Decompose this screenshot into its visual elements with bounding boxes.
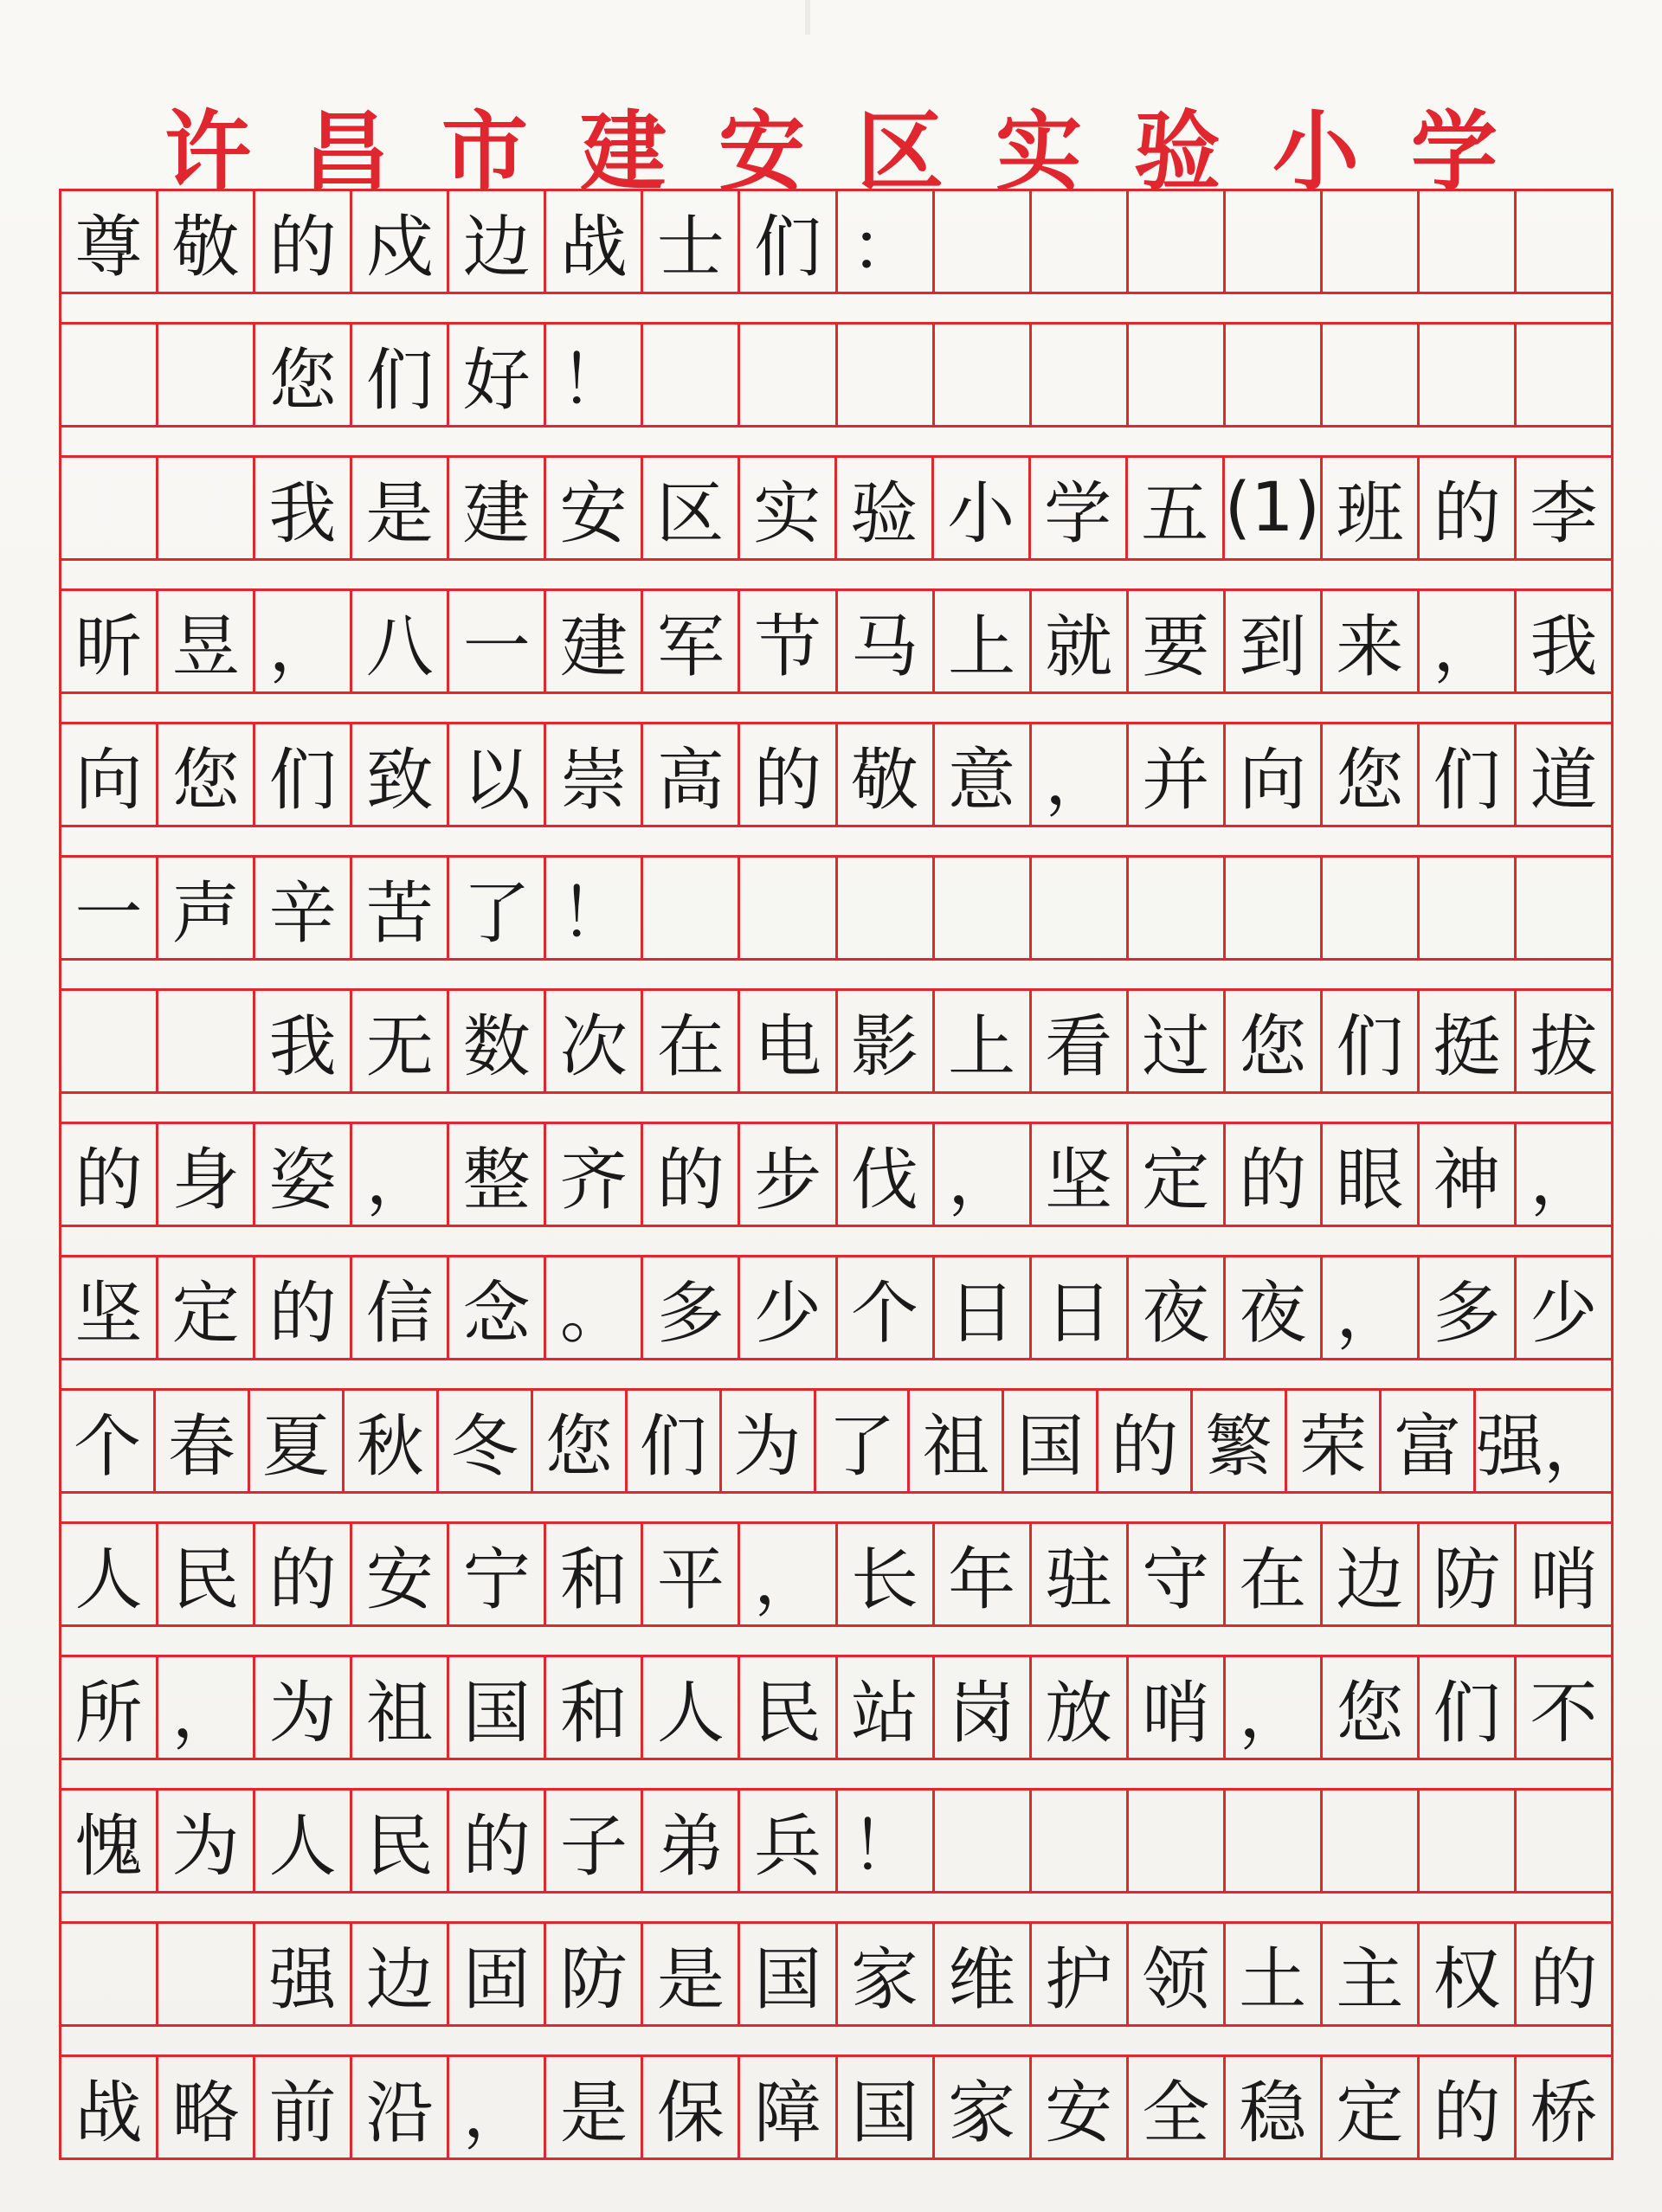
grid-cell: ， — [1530, 1141, 1598, 1219]
grid-cell: 的 — [1420, 2057, 1517, 2157]
row-gap — [61, 1494, 1611, 1524]
grid-cell: 的 — [643, 1124, 740, 1225]
grid-cell: ， — [935, 1124, 1032, 1225]
grid-cell: 马 — [838, 591, 935, 691]
grid-cell: 的 — [1098, 1391, 1193, 1491]
grid-cell: ： — [838, 191, 935, 292]
grid-cell: 兵 — [740, 1791, 837, 1891]
grid-cell: 了 — [816, 1391, 911, 1491]
grid-cell: 桥 — [1530, 2074, 1598, 2152]
grid-row — [61, 1391, 1611, 1494]
grid-cell: 坚 — [1032, 1124, 1129, 1225]
grid-cell: ， — [255, 591, 352, 691]
grid-cell — [61, 991, 158, 1091]
grid-cell — [643, 858, 740, 958]
grid-cell — [740, 325, 837, 425]
grid-cell: ， — [740, 1524, 837, 1624]
grid-cell: 领 — [1129, 1924, 1226, 2024]
grid-cell: 节 — [740, 591, 837, 691]
grid-cell: 在 — [643, 991, 740, 1091]
grid-cell: 沿 — [352, 2057, 449, 2157]
grid-cell: 富 — [1382, 1391, 1476, 1491]
school-name-char: 验 — [1134, 100, 1221, 203]
grid-cell: 们 — [740, 191, 837, 292]
grid-cell: 次 — [546, 991, 643, 1091]
grid-cell — [1032, 325, 1129, 425]
grid-cell: 人 — [255, 1791, 352, 1891]
grid-cell: ， — [1323, 1257, 1420, 1358]
grid-cell: 个 — [61, 1391, 156, 1491]
grid-cell: 障 — [740, 2057, 837, 2157]
grid-cell: 您 — [533, 1391, 628, 1491]
grid-cell: 年 — [935, 1524, 1032, 1624]
grid-cell: 们 — [1420, 1657, 1517, 1758]
grid-cell: 一 — [61, 858, 158, 958]
grid-cell: 长 — [838, 1524, 935, 1624]
grid-cell: 李 — [1530, 475, 1598, 553]
grid-cell: 您 — [1226, 991, 1323, 1091]
grid-cell: 小 — [934, 458, 1031, 558]
row-gap — [61, 294, 1611, 325]
grid-row — [61, 325, 1611, 428]
grid-cell — [1323, 1791, 1420, 1891]
grid-cell: 是 — [643, 1924, 740, 2024]
grid-cell: 步 — [740, 1124, 837, 1225]
grid-cell: 姿 — [255, 1124, 352, 1225]
grid-cell — [1129, 325, 1226, 425]
grid-cell: 稳 — [1226, 2057, 1323, 2157]
grid-cell: 八 — [352, 591, 449, 691]
grid-cell: 日 — [935, 1257, 1032, 1358]
grid-cell — [61, 325, 158, 425]
grid-cell: 荣 — [1287, 1391, 1382, 1491]
grid-cell: 定 — [1129, 1124, 1226, 1225]
grid-cell: 道 — [1530, 742, 1598, 820]
grid-cell: 您 — [1323, 724, 1420, 825]
school-name-char: 小 — [1272, 100, 1359, 203]
grid-cell: 军 — [643, 591, 740, 691]
grid-cell: 尊 — [61, 191, 158, 292]
grid-cell: 家 — [935, 2057, 1032, 2157]
grid-cell: 护 — [1032, 1924, 1129, 2024]
grid-cell: 来 — [1323, 591, 1420, 691]
grid-cell: 们 — [1420, 724, 1517, 825]
grid-cell: 国 — [740, 1924, 837, 2024]
grid-cell: 实 — [740, 458, 837, 558]
grid-cell: 学 — [1031, 458, 1128, 558]
grid-cell — [1420, 325, 1517, 425]
school-name-char: 市 — [441, 100, 528, 203]
grid-cell — [1420, 191, 1517, 292]
grid-cell: ， — [1226, 1657, 1323, 1758]
grid-cell — [1323, 325, 1420, 425]
grid-cell: 家 — [838, 1924, 935, 2024]
grid-cell: (1) — [1225, 458, 1324, 558]
school-name-char: 建 — [580, 100, 667, 203]
grid-cell: 就 — [1032, 591, 1129, 691]
grid-cell: 略 — [158, 2057, 255, 2157]
grid-cell: 站 — [838, 1657, 935, 1758]
grid-cell: 放 — [1032, 1657, 1129, 1758]
grid-cell: 个 — [838, 1257, 935, 1358]
grid-cell: 守 — [1129, 1524, 1226, 1624]
school-name-char: 学 — [1411, 100, 1498, 203]
grid-cell — [1517, 1791, 1611, 1891]
grid-cell: 的 — [1420, 458, 1517, 558]
grid-cell: 班 — [1323, 458, 1420, 558]
grid-cell: 的 — [255, 1524, 352, 1624]
grid-cell: 的 — [255, 191, 352, 292]
grid-cell: 您 — [1323, 1657, 1420, 1758]
grid-row — [61, 1524, 1611, 1627]
grid-cell: 哨 — [1129, 1657, 1226, 1758]
grid-cell: ， — [1032, 724, 1129, 825]
grid-cell — [935, 1791, 1032, 1891]
grid-row — [61, 858, 1611, 961]
grid-cell: 岗 — [935, 1657, 1032, 1758]
grid-cell: 苦 — [352, 858, 449, 958]
grid-cell: 齐 — [546, 1124, 643, 1225]
grid-cell: 宁 — [449, 1524, 546, 1624]
grid-cell: 的 — [449, 1791, 546, 1891]
grid-cell: 强 — [255, 1924, 352, 2024]
grid-cell: 安 — [352, 1524, 449, 1624]
grid-cell: 们 — [352, 325, 449, 425]
grid-cell — [1517, 191, 1611, 292]
grid-cell: 我 — [255, 458, 352, 558]
grid-cell — [1323, 858, 1420, 958]
grid-cell: 不 — [1530, 1675, 1598, 1752]
grid-cell: 为 — [255, 1657, 352, 1758]
grid-cell — [158, 458, 255, 558]
grid-cell: 固 — [449, 1924, 546, 2024]
grid-cell: 身 — [158, 1124, 255, 1225]
grid-cell: 哨 — [1530, 1541, 1598, 1619]
grid-cell — [1226, 325, 1323, 425]
grid-cell: 您 — [255, 325, 352, 425]
grid-cell: 平 — [643, 1524, 740, 1624]
grid-cell: ！ — [546, 325, 643, 425]
grid-cell: 向 — [1226, 724, 1323, 825]
grid-cell: 。 — [546, 1257, 643, 1358]
grid-cell: 为 — [158, 1791, 255, 1891]
grid-cell — [1226, 191, 1323, 292]
grid-cell: 秋 — [345, 1391, 439, 1491]
grid-cell: 是 — [546, 2057, 643, 2157]
grid-cell: 崇 — [546, 724, 643, 825]
grid-cell — [1032, 1791, 1129, 1891]
grid-cell: 多 — [1420, 1257, 1517, 1358]
grid-cell: 夜 — [1226, 1257, 1323, 1358]
grid-cell: ， — [352, 1124, 449, 1225]
grid-cell: 们 — [255, 724, 352, 825]
grid-cell: 神 — [1420, 1124, 1517, 1225]
school-name-char: 昌 — [303, 100, 390, 203]
grid-row — [61, 2057, 1611, 2160]
grid-cell: 少 — [1530, 1275, 1598, 1353]
grid-cell: 全 — [1129, 2057, 1226, 2157]
grid-row — [61, 1257, 1611, 1360]
row-gap — [61, 428, 1611, 458]
grid-cell — [935, 191, 1032, 292]
grid-cell: 向 — [61, 724, 158, 825]
grid-cell: 过 — [1129, 991, 1226, 1091]
grid-cell: 辛 — [255, 858, 352, 958]
grid-cell: 您 — [158, 724, 255, 825]
grid-cell: 建 — [449, 458, 546, 558]
grid-cell: 防 — [1420, 1524, 1517, 1624]
grid-cell: 保 — [643, 2057, 740, 2157]
grid-cell: 防 — [546, 1924, 643, 2024]
grid-cell: 信 — [352, 1257, 449, 1358]
school-name-char: 许 — [164, 100, 251, 203]
grid-cell: 挺 — [1420, 991, 1517, 1091]
grid-cell: 了 — [449, 858, 546, 958]
grid-cell — [1323, 191, 1420, 292]
grid-cell: 定 — [1323, 2057, 1420, 2157]
grid-cell: 是 — [352, 458, 449, 558]
grid-cell: 区 — [643, 458, 740, 558]
grid-cell: 电 — [740, 991, 837, 1091]
school-name-char: 区 — [857, 100, 944, 203]
grid-cell: 无 — [352, 991, 449, 1091]
grid-cell: 国 — [1004, 1391, 1098, 1491]
grid-cell: 拔 — [1530, 1008, 1598, 1086]
row-gap — [61, 561, 1611, 591]
grid-cell — [158, 325, 255, 425]
grid-cell — [1129, 858, 1226, 958]
grid-cell: 们 — [628, 1391, 722, 1491]
grid-cell: ， — [449, 2057, 546, 2157]
grid-cell: 少 — [740, 1257, 837, 1358]
grid-cell: ！ — [838, 1791, 935, 1891]
grid-cell — [1032, 858, 1129, 958]
grid-cell: 祖 — [352, 1657, 449, 1758]
grid-cell: ！ — [546, 858, 643, 958]
grid-cell: 战 — [546, 191, 643, 292]
grid-cell: 高 — [643, 724, 740, 825]
grid-cell: 夜 — [1129, 1257, 1226, 1358]
grid-cell: 上 — [935, 591, 1032, 691]
grid-cell: 建 — [546, 591, 643, 691]
row-gap — [61, 1360, 1611, 1391]
grid-cell: 战 — [61, 2057, 158, 2157]
grid-cell: 验 — [837, 458, 934, 558]
grid-cell: 士 — [643, 191, 740, 292]
grid-cell: 子 — [546, 1791, 643, 1891]
grid-cell: 民 — [158, 1524, 255, 1624]
grid-cell: 边 — [352, 1924, 449, 2024]
grid-cell: 冬 — [439, 1391, 533, 1491]
grid-cell: 眼 — [1323, 1124, 1420, 1225]
grid-cell — [61, 458, 158, 558]
grid-cell: ， — [1420, 591, 1517, 691]
grid-row — [61, 991, 1611, 1094]
grid-cell: 繁 — [1193, 1391, 1287, 1491]
grid-cell: 所 — [61, 1657, 158, 1758]
grid-cell — [158, 1924, 255, 2024]
grid-row — [61, 458, 1611, 561]
grid-cell: 多 — [643, 1257, 740, 1358]
row-gap — [61, 1760, 1611, 1791]
grid-cell: 强， — [1476, 1408, 1612, 1486]
grid-cell — [1129, 1791, 1226, 1891]
grid-cell — [838, 858, 935, 958]
grid-cell — [1517, 858, 1611, 958]
grid-cell: 我 — [1530, 608, 1598, 686]
grid-cell — [1517, 325, 1611, 425]
grid-cell: 念 — [449, 1257, 546, 1358]
grid-cell: 数 — [449, 991, 546, 1091]
grid-cell: 日 — [1032, 1257, 1129, 1358]
row-gap — [61, 827, 1611, 858]
grid-cell: 维 — [935, 1924, 1032, 2024]
grid-cell: 的 — [740, 724, 837, 825]
grid-cell: 坚 — [61, 1257, 158, 1358]
row-gap — [61, 2027, 1611, 2057]
grid-cell — [838, 325, 935, 425]
grid-cell — [1420, 1791, 1517, 1891]
grid-cell — [1226, 858, 1323, 958]
grid-cell: 昕 — [61, 591, 158, 691]
row-gap — [61, 1894, 1611, 1924]
grid-cell: 五 — [1128, 458, 1225, 558]
paper-fold — [805, 0, 810, 35]
grid-cell: 到 — [1226, 591, 1323, 691]
grid-cell: 的 — [1226, 1124, 1323, 1225]
grid-cell: 敬 — [838, 724, 935, 825]
grid-cell: 上 — [935, 991, 1032, 1091]
grid-cell: 弟 — [643, 1791, 740, 1891]
grid-cell: 驻 — [1032, 1524, 1129, 1624]
row-gap — [61, 961, 1611, 991]
grid-cell: 为 — [722, 1391, 816, 1491]
grid-cell: 的 — [61, 1124, 158, 1225]
grid-cell: 看 — [1032, 991, 1129, 1091]
grid-cell: 前 — [255, 2057, 352, 2157]
grid-cell: 并 — [1129, 724, 1226, 825]
grid-cell: 祖 — [910, 1391, 1004, 1491]
grid-cell: 声 — [158, 858, 255, 958]
grid-cell — [1226, 1791, 1323, 1891]
grid-cell: ， — [158, 1657, 255, 1758]
grid-cell: 一 — [449, 591, 546, 691]
grid-cell: 影 — [838, 991, 935, 1091]
grid-cell: 定 — [158, 1257, 255, 1358]
grid-cell: 伐 — [838, 1124, 935, 1225]
writing-grid — [59, 189, 1614, 2160]
grid-cell: 昱 — [158, 591, 255, 691]
grid-row — [61, 191, 1611, 294]
grid-cell: 边 — [1323, 1524, 1420, 1624]
grid-cell — [158, 991, 255, 1091]
grid-cell: 民 — [352, 1791, 449, 1891]
grid-cell: 在 — [1226, 1524, 1323, 1624]
grid-cell — [643, 325, 740, 425]
grid-cell — [61, 1924, 158, 2024]
grid-row — [61, 1924, 1611, 2027]
grid-row — [61, 591, 1611, 694]
grid-row — [61, 724, 1611, 827]
grid-row — [61, 1791, 1611, 1894]
grid-cell: 戍 — [352, 191, 449, 292]
grid-cell — [935, 858, 1032, 958]
grid-cell — [740, 858, 837, 958]
grid-cell: 整 — [449, 1124, 546, 1225]
grid-cell: 好 — [449, 325, 546, 425]
grid-cell: 致 — [352, 724, 449, 825]
grid-cell: 安 — [546, 458, 643, 558]
grid-cell: 愧 — [61, 1791, 158, 1891]
grid-cell: 国 — [449, 1657, 546, 1758]
grid-cell: 春 — [156, 1391, 250, 1491]
grid-cell: 的 — [1530, 1941, 1598, 2019]
row-gap — [61, 694, 1611, 724]
grid-cell: 边 — [449, 191, 546, 292]
school-name-char: 实 — [995, 100, 1082, 203]
grid-cell: 们 — [1323, 991, 1420, 1091]
grid-cell: 权 — [1420, 1924, 1517, 2024]
row-gap — [61, 1627, 1611, 1657]
grid-cell: 敬 — [158, 191, 255, 292]
grid-cell: 要 — [1129, 591, 1226, 691]
grid-cell: 主 — [1323, 1924, 1420, 2024]
grid-cell: 民 — [740, 1657, 837, 1758]
grid-cell: 人 — [61, 1524, 158, 1624]
grid-cell — [1420, 858, 1517, 958]
grid-cell: 以 — [449, 724, 546, 825]
grid-cell: 国 — [838, 2057, 935, 2157]
grid-cell: 人 — [643, 1657, 740, 1758]
grid-cell — [1129, 191, 1226, 292]
grid-cell: 的 — [255, 1257, 352, 1358]
row-gap — [61, 1227, 1611, 1257]
grid-cell — [1032, 191, 1129, 292]
grid-row — [61, 1657, 1611, 1760]
grid-row — [61, 1124, 1611, 1227]
grid-cell: 安 — [1032, 2057, 1129, 2157]
grid-cell: 和 — [546, 1657, 643, 1758]
grid-cell: 和 — [546, 1524, 643, 1624]
grid-cell: 夏 — [250, 1391, 345, 1491]
grid-cell: 土 — [1226, 1924, 1323, 2024]
grid-cell — [935, 325, 1032, 425]
row-gap — [61, 1094, 1611, 1124]
grid-cell: 意 — [935, 724, 1032, 825]
grid-cell: 我 — [255, 991, 352, 1091]
school-name-char: 安 — [718, 100, 805, 203]
